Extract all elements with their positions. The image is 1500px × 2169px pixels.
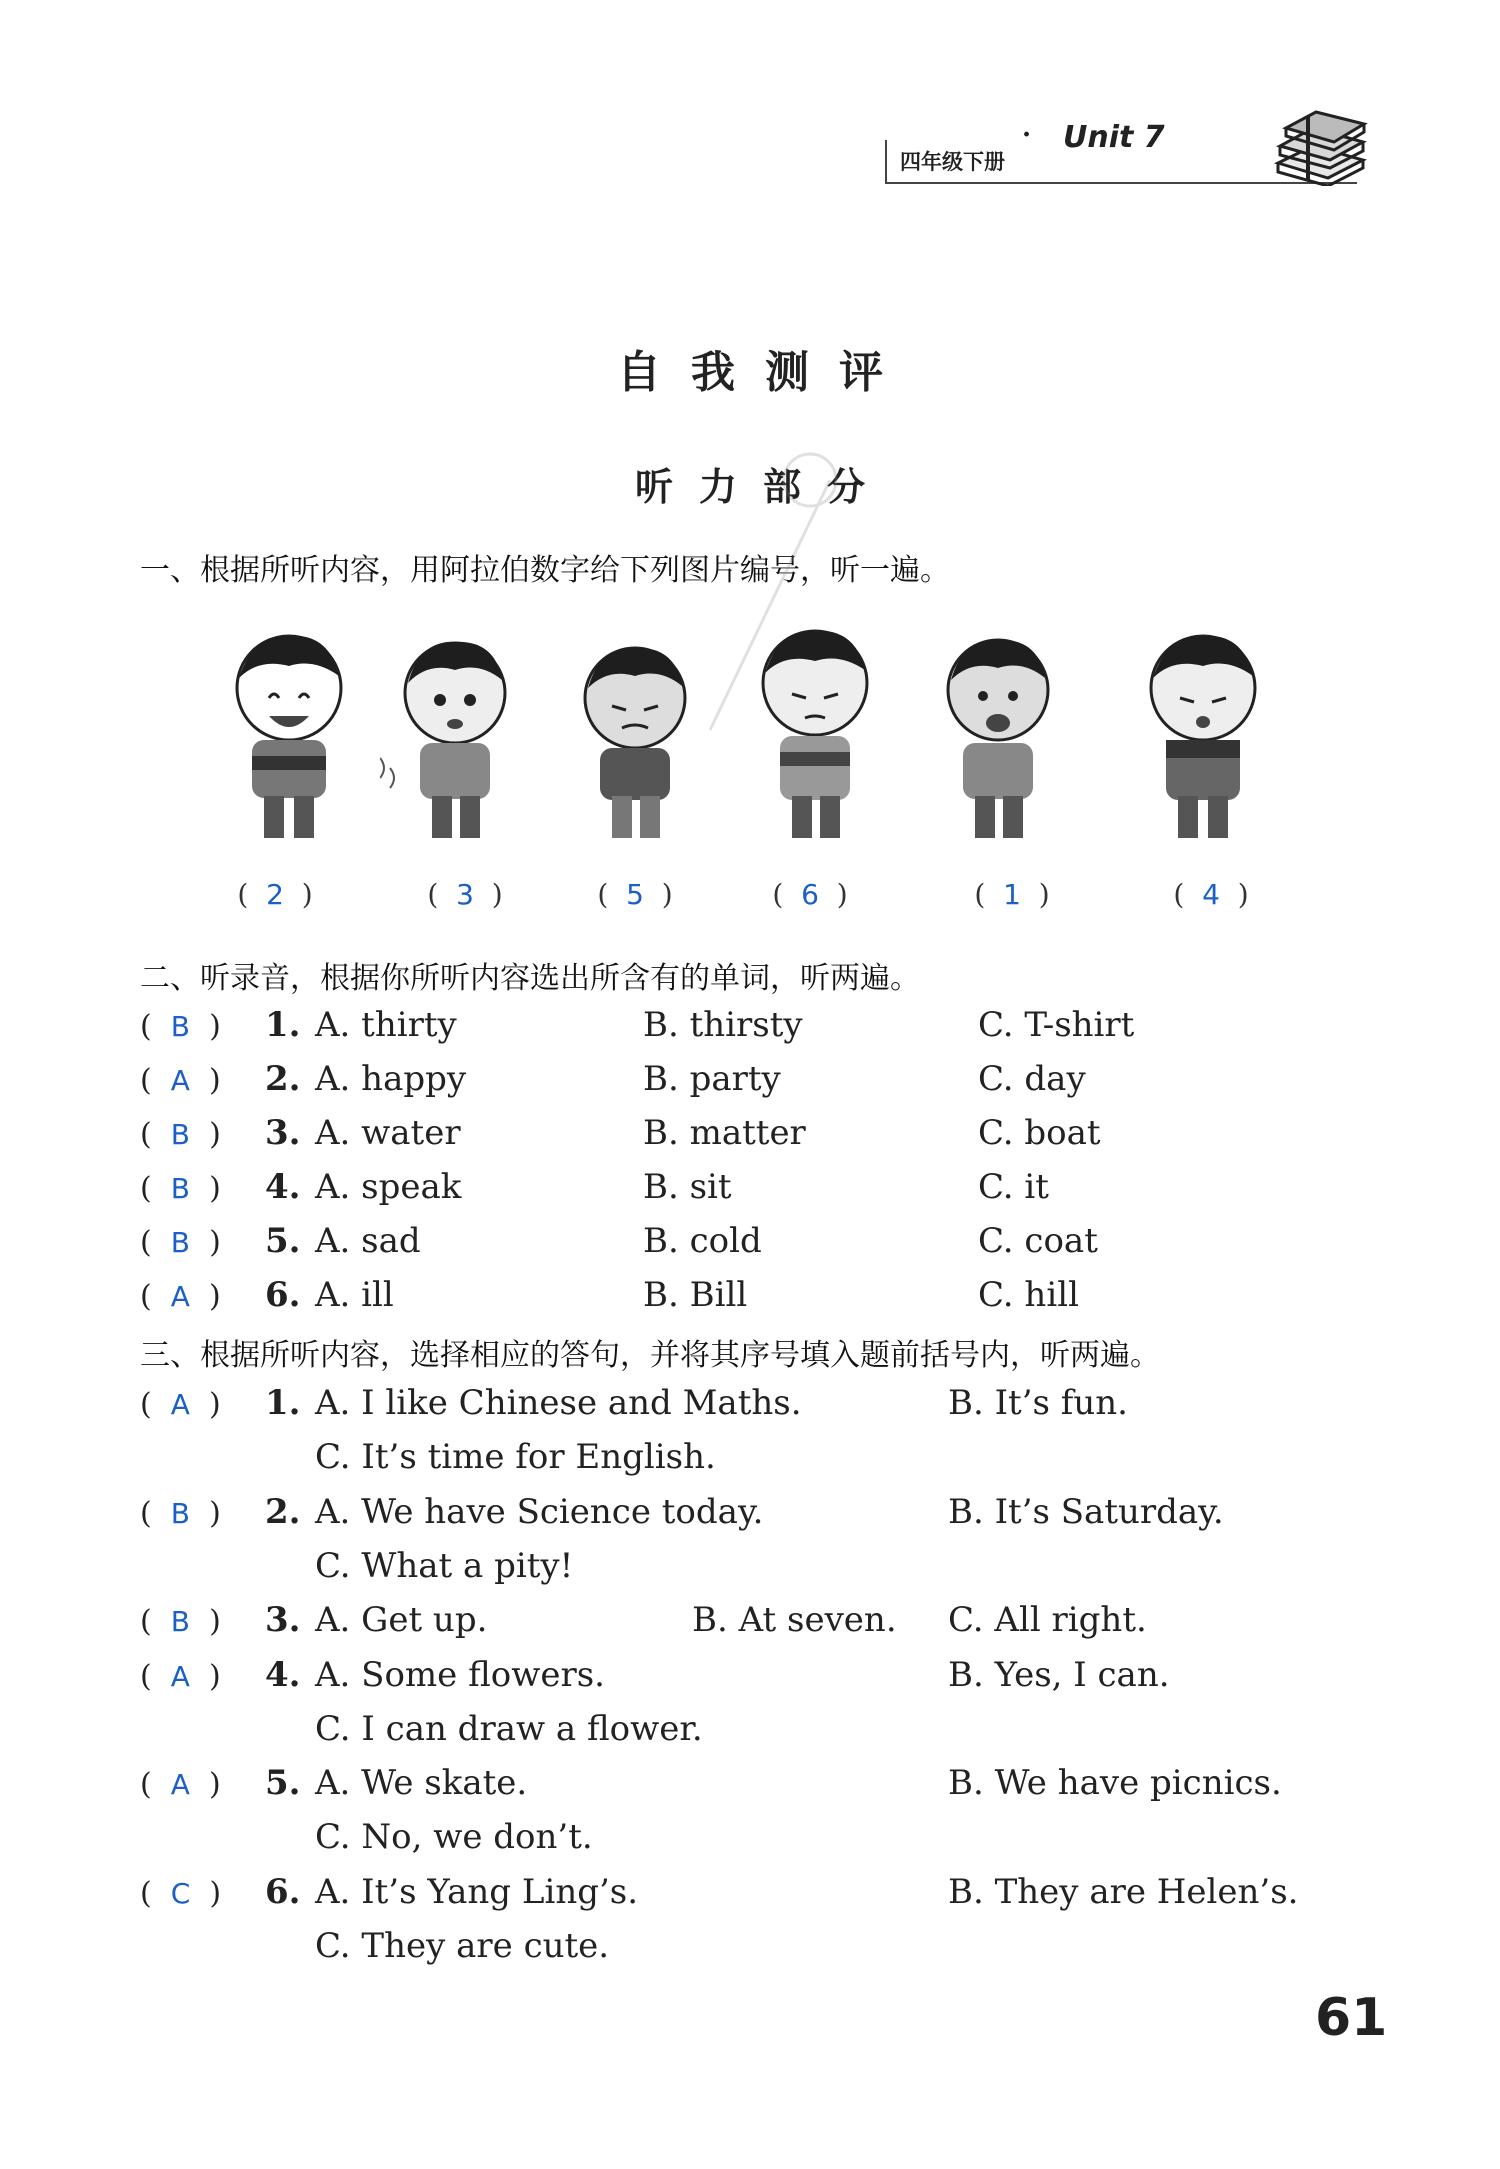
question-row: ( C ) xyxy=(140,1876,222,1911)
option-c: C. No, we don’t. xyxy=(315,1817,593,1857)
header-grade: 四年级下册 xyxy=(900,150,1005,174)
question-number: 4. xyxy=(265,1167,301,1207)
question-row: ( A ) xyxy=(140,1279,221,1314)
answer-value: C xyxy=(170,1877,191,1910)
section-title: 听力部分 xyxy=(634,465,891,509)
picture-answer-6: ( 4 ) xyxy=(1173,878,1249,911)
option-b: B. It’s Saturday. xyxy=(948,1492,1224,1532)
answer-value: 5 xyxy=(626,878,644,911)
page-number: 61 xyxy=(1315,1988,1388,2048)
question-number: 5. xyxy=(265,1221,301,1261)
answer-value: B xyxy=(170,1605,190,1638)
answer-value: A xyxy=(170,1660,190,1693)
option-c: C. day xyxy=(978,1059,1086,1099)
option-a: A. Get up. xyxy=(315,1600,488,1640)
answer-value: B xyxy=(170,1497,190,1530)
question-row: ( B ) xyxy=(140,1171,221,1206)
option-a: A. happy xyxy=(315,1059,467,1099)
option-a: A. speak xyxy=(315,1167,462,1207)
question-row: ( A ) xyxy=(140,1063,221,1098)
option-a: A. It’s Yang Ling’s. xyxy=(315,1872,639,1912)
option-c: C. hill xyxy=(978,1275,1079,1315)
answer-value: 2 xyxy=(266,878,284,911)
option-b: B. We have picnics. xyxy=(948,1763,1282,1803)
question-number: 1. xyxy=(265,1383,301,1423)
boy-cold-illustration xyxy=(380,628,530,848)
boy-tired-illustration xyxy=(740,628,890,848)
answer-value: A xyxy=(170,1064,190,1097)
option-c: C. T-shirt xyxy=(978,1005,1135,1045)
picture-answer-4: ( 6 ) xyxy=(772,878,848,911)
picture-answer-2: ( 3 ) xyxy=(427,878,503,911)
boy-scarf-illustration xyxy=(1128,628,1278,848)
option-b: B. party xyxy=(643,1059,781,1099)
question-row: ( B ) xyxy=(140,1117,221,1152)
question-number: 5. xyxy=(265,1763,301,1803)
question-number: 2. xyxy=(265,1059,301,1099)
option-a: A. I like Chinese and Maths. xyxy=(315,1383,802,1423)
option-c: C. All right. xyxy=(948,1600,1147,1640)
section2-heading: 二、听录音，根据你所听内容选出所含有的单词，听两遍。 xyxy=(140,961,920,996)
boy-sick-illustration xyxy=(560,628,710,848)
option-b: B. They are Helen’s. xyxy=(948,1872,1299,1912)
option-b: B. cold xyxy=(643,1221,762,1261)
answer-value: B xyxy=(170,1172,190,1205)
section3-heading: 三、根据所听内容，选择相应的答句，并将其序号填入题前括号内，听两遍。 xyxy=(140,1338,1160,1373)
question-row: ( B ) xyxy=(140,1225,221,1260)
question-number: 3. xyxy=(265,1113,301,1153)
option-a: A. thirty xyxy=(315,1005,457,1045)
question-number: 3. xyxy=(265,1600,301,1640)
option-c: C. it xyxy=(978,1167,1049,1207)
answer-value: 1 xyxy=(1003,878,1021,911)
header-unit: Unit 7 xyxy=(1063,120,1165,155)
option-b: B. sit xyxy=(643,1167,732,1207)
picture-answer-5: ( 1 ) xyxy=(974,878,1050,911)
option-a: A. sad xyxy=(315,1221,421,1261)
question-row: ( A ) xyxy=(140,1767,221,1802)
option-c: C. It’s time for English. xyxy=(315,1437,716,1477)
answer-value: 3 xyxy=(456,878,474,911)
option-b: B. thirsty xyxy=(643,1005,803,1045)
option-c: C. I can draw a flower. xyxy=(315,1709,703,1749)
boy-cough-illustration xyxy=(918,628,1068,848)
question-row: ( B ) xyxy=(140,1009,221,1044)
option-c: C. coat xyxy=(978,1221,1098,1261)
answer-value: A xyxy=(170,1388,190,1421)
answer-value: A xyxy=(170,1280,190,1313)
answer-value: 6 xyxy=(801,878,819,911)
page-title: 自我测评 xyxy=(617,347,913,398)
question-row: ( A ) xyxy=(140,1387,221,1422)
option-b: B. It’s fun. xyxy=(948,1383,1128,1423)
books-icon xyxy=(1268,108,1368,186)
option-c: C. boat xyxy=(978,1113,1101,1153)
question-row: ( B ) xyxy=(140,1496,221,1531)
option-a: A. We skate. xyxy=(315,1763,528,1803)
question-number: 1. xyxy=(265,1005,301,1045)
option-b: B. matter xyxy=(643,1113,806,1153)
option-c: C. They are cute. xyxy=(315,1926,610,1966)
question-row: ( B ) xyxy=(140,1604,221,1639)
boy-happy-illustration xyxy=(214,628,364,848)
question-number: 4. xyxy=(265,1655,301,1695)
question-number: 6. xyxy=(265,1872,301,1912)
option-a: A. Some flowers. xyxy=(315,1655,605,1695)
answer-value: B xyxy=(170,1010,190,1043)
option-b: B. Bill xyxy=(643,1275,748,1315)
header-dot: · xyxy=(1022,120,1032,150)
picture-answer-1: ( 2 ) xyxy=(237,878,313,911)
option-a: A. We have Science today. xyxy=(315,1492,764,1532)
section1-heading: 一、根据所听内容，用阿拉伯数字给下列图片编号，听一遍。 xyxy=(140,553,950,588)
option-c: C. What a pity! xyxy=(315,1546,574,1586)
answer-value: B xyxy=(170,1226,190,1259)
answer-value: B xyxy=(170,1118,190,1151)
question-number: 2. xyxy=(265,1492,301,1532)
option-a: A. water xyxy=(315,1113,461,1153)
answer-value: A xyxy=(170,1768,190,1801)
answer-value: 4 xyxy=(1202,878,1220,911)
option-a: A. ill xyxy=(315,1275,394,1315)
question-number: 6. xyxy=(265,1275,301,1315)
option-b: B. At seven. xyxy=(692,1600,897,1640)
picture-answer-3: ( 5 ) xyxy=(597,878,673,911)
question-row: ( A ) xyxy=(140,1659,221,1694)
option-b: B. Yes, I can. xyxy=(948,1655,1170,1695)
